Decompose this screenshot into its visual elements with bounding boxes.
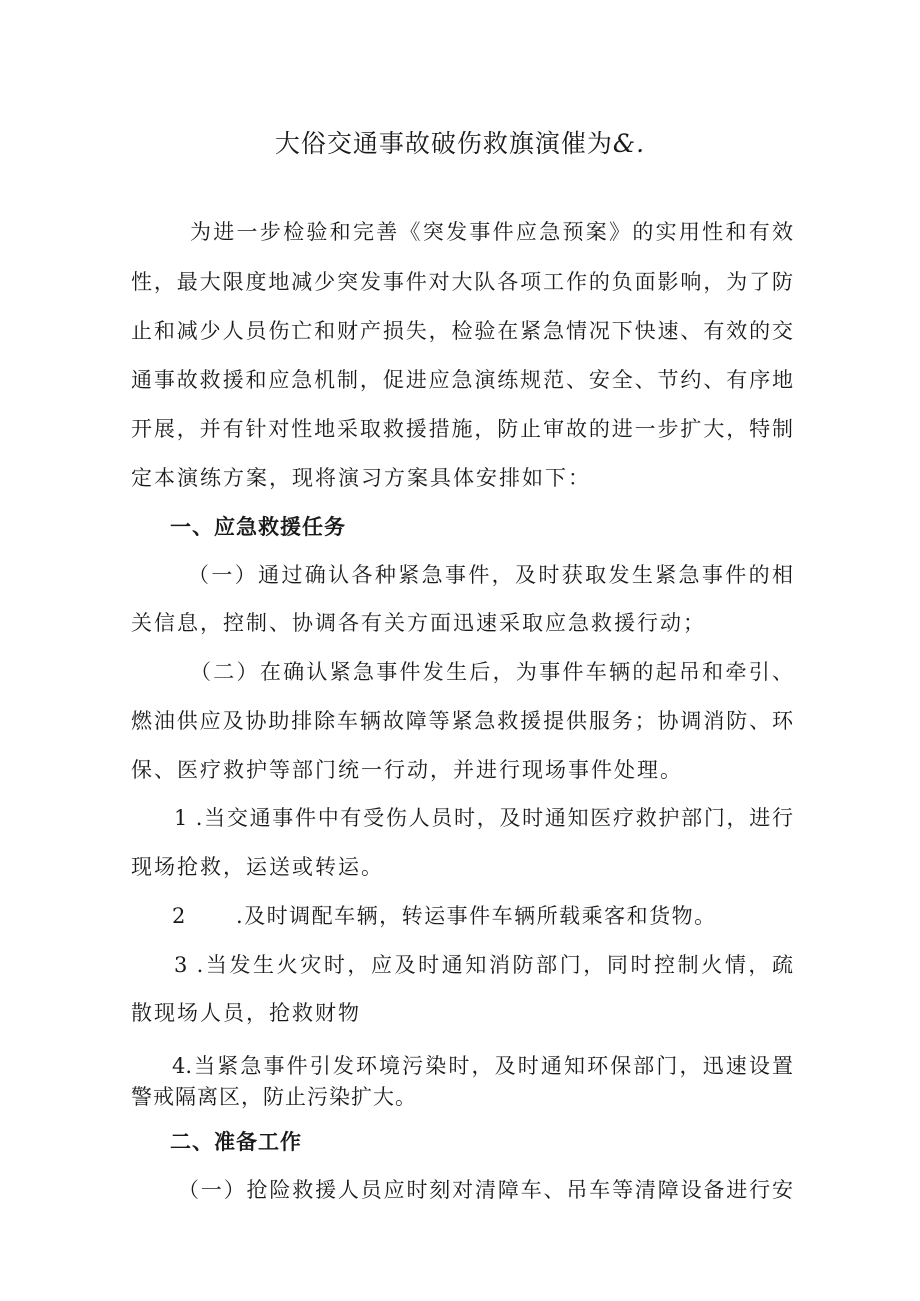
s2-item1-line-1: （一）抢险救援人员应时刻对清障车、吊车等清障设备进行安	[178, 1178, 793, 1202]
intro-line-6: 定本演练方案，现将演习方案具体安排如下：	[131, 466, 591, 490]
title-tail: &.	[612, 129, 646, 158]
s1-item1-line-1: （一）通过确认各种紧急事件，及时获取发生紧急事件的相	[188, 563, 793, 587]
s1-item2-line-2: 燃油供应及协助排除车辆故障等紧急救援提供服务；协调消防、环	[131, 709, 793, 733]
section-heading-2: 二、准备工作	[170, 1130, 302, 1154]
s1-item2-line-3: 保、医疗救护等部门统一行动，并进行现场事件处理。	[131, 758, 683, 782]
intro-line-3: 止和减少人员伤亡和财产损失，检验在紧急情况下快速、有效的交	[131, 319, 793, 343]
section-heading-1: 一、应急救援任务	[170, 515, 346, 539]
s1-sub2-number: 2	[172, 904, 186, 928]
intro-line-5: 开展，并有针对性地采取救援措施，防止审故的进一步扩大，特制	[131, 417, 793, 441]
intro-line-1: 为进一步检验和完善《突发事件应急预案》的实用性和有效	[190, 220, 793, 244]
document-title	[0, 124, 920, 160]
s1-sub1-line-1: 1 .当交通事件中有受伤人员时，及时通知医疗救护部门，进行	[174, 806, 793, 830]
s1-item1-line-2: 关信息，控制、协调各有关方面迅速采取应急救援行动；	[131, 611, 706, 635]
s1-sub3-line-1: 3 .当发生火灾时，应及时通知消防部门，同时控制火情，疏	[174, 953, 793, 977]
intro-line-2: 性，最大限度地减少突发事件对大队各项工作的负面影响，为了防	[131, 270, 793, 294]
s1-sub1-line-2: 现场抢救，运送或转运。	[131, 855, 384, 879]
s1-sub3-line-2: 散现场人员，抢救财物	[131, 1001, 361, 1025]
s1-sub4-line-2: 警戒隔离区，防止污染扩大。	[131, 1085, 417, 1109]
intro-line-4: 通事故救援和应急机制，促进应急演练规范、安全、节约、有序地	[131, 368, 793, 392]
s1-item2-line-1: （二）在确认紧急事件发生后，为事件车辆的起吊和牵引、	[190, 660, 793, 684]
s1-sub4-line-1: 4.当紧急事件引发环境污染时，及时通知环保部门，迅速设置	[172, 1054, 793, 1078]
title-text: 大俗交通事故破伤救旗演催为	[274, 129, 613, 158]
s1-sub2-text: .及时调配车辆，转运事件车辆所载乘客和货物。	[236, 904, 717, 928]
